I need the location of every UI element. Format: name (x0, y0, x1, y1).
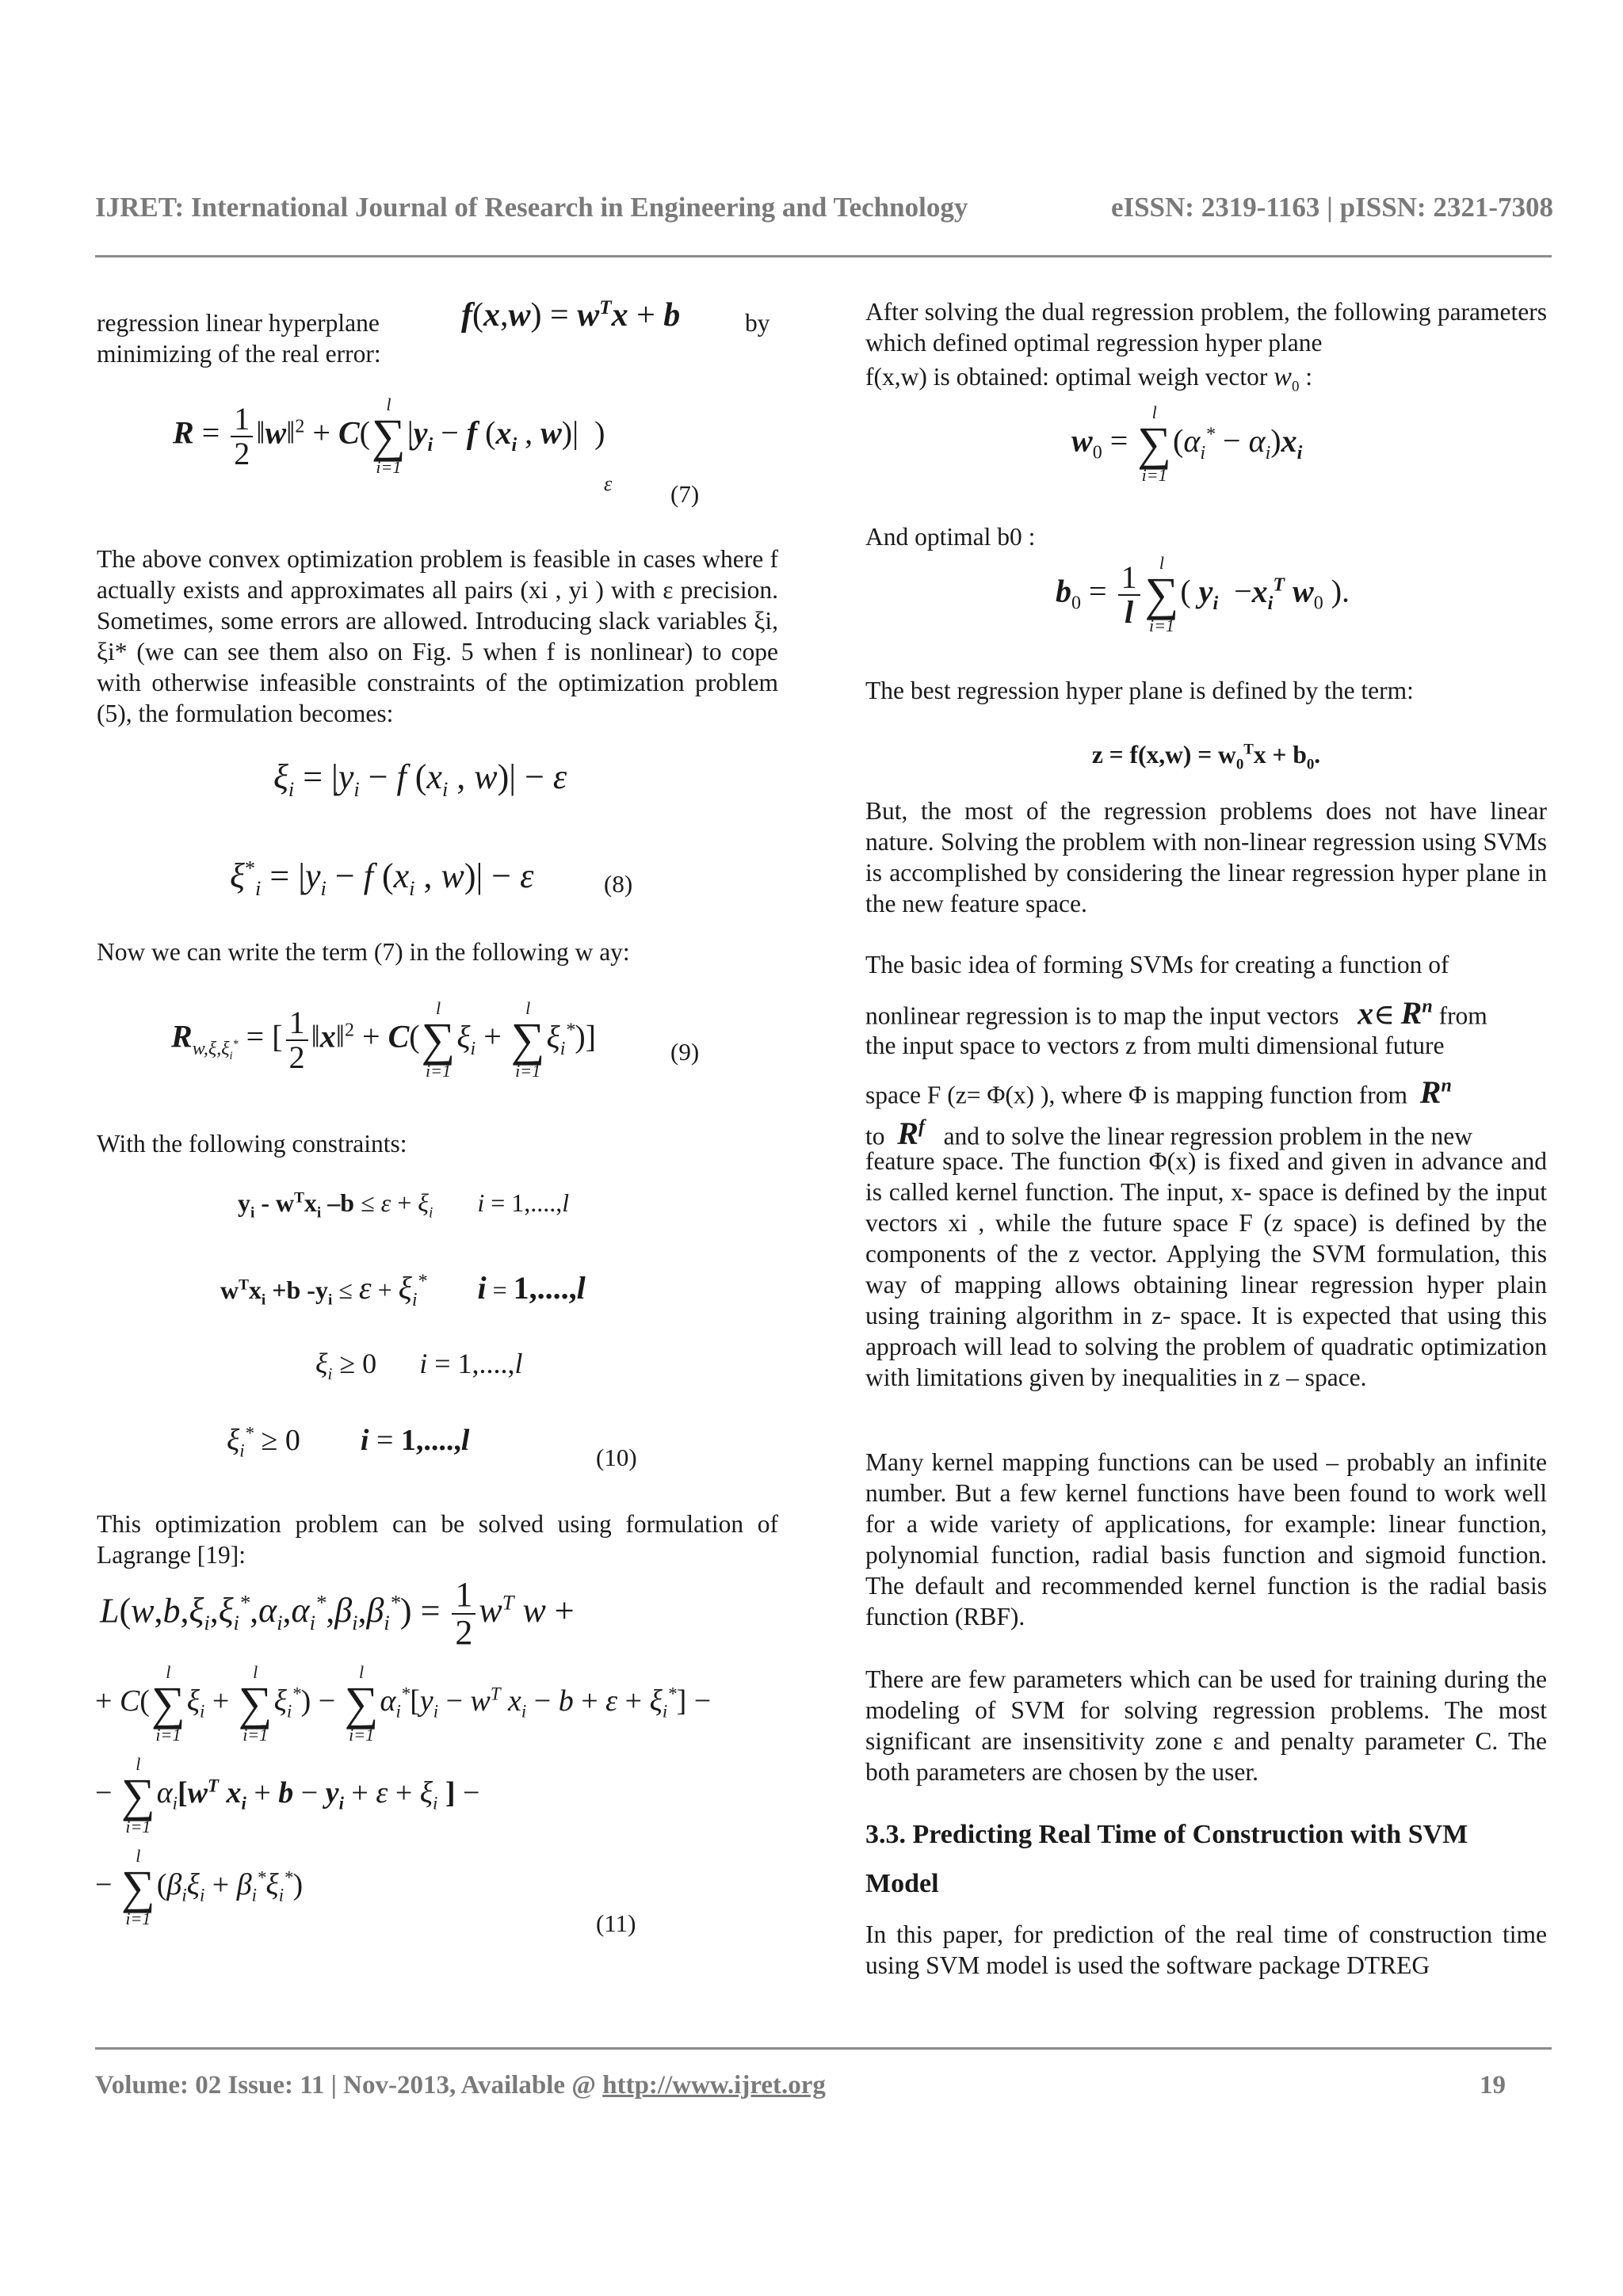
eq11-number: (11) (596, 1909, 636, 1937)
footer-rule (95, 2047, 1552, 2050)
right-p5b-line: nonlinear regression is to map the input vectors x∈ $R^n$ from (865, 995, 1487, 1032)
left-p5: This optimization problem can be solved using formulation of Lagrange [19]: (97, 1510, 778, 1569)
equation-8a: $\xi_i = |y_i - f$ ($x_i$ , w)| − ε (273, 757, 567, 801)
section-heading-line1: 3.3. Predicting Real Time of Construction with SVM (865, 1820, 1468, 1849)
left-p2: The above convex optimization problem is feasible in cases where f actually exists and approximates all pairs (xi , yi ) with ε precision. Sometimes, some errors are allowed. Introducing slack variables ξi, ξi* (we can see them also on Fig. 5 when f is nonlinear) to cope with otherwise infeasible constraints of the optimization problem (5), the formulation becomes: (97, 545, 778, 727)
equation-9: $R_{w,\xi,\xi_i^*}$ = [ $\frac{1}{2}$ ‖x‖$^2$ + C( l ∑ i=1 $\xi_i$ + l ∑ i=1 $\xi_i^*$)] (171, 998, 596, 1081)
eq9-number: (9) (670, 1038, 700, 1066)
equation-11-line3: − l ∑ i=1 $\alpha_i[w^T$ $x_i + b - y_i + \varepsilon + \xi_i$ ] − (95, 1754, 480, 1836)
right-p5g: and to solve the linear regression problem in the new (943, 1122, 1473, 1150)
section-heading (865, 1819, 1547, 1850)
constraint-4: $\xi_i^* \ge 0$ i = 1,....,l (227, 1423, 470, 1461)
eq8-number: (8) (604, 870, 633, 898)
right-p8: In this paper, for prediction of the real time of construction time using SVM model is used the software package DTREG (865, 1920, 1547, 1979)
right-p3: The best regression hyper plane is defined by the term: (865, 677, 1414, 704)
constraint-3: $\xi_i \ge 0$ i = 1,....,l (315, 1348, 523, 1384)
left-p3: Now we can write the term (7) in the following w ay: (97, 938, 630, 966)
equation-z: $z = f(x,w) = w_0^Tx + b_0$. (1091, 740, 1321, 772)
right-p5c: from (1438, 1001, 1487, 1030)
right-p5h: feature space. The function Φ(x) is fixed and given in advance and is called kernel function. The input, x- space is defined by the input vectors xi , while the future space F (z space) is defined by the components of the z vector. Applying the SVM formulation, this way of mapping allows obtaining linear regression hyper plain using training algorithm in z- space. It is expected that using this approach will lead to solving the problem of quadratic optimization with limitations given by inequalities in z – space. (865, 1147, 1547, 1391)
right-p2: And optimal b0 : (865, 523, 1036, 551)
constraint-1: $y_i - w^Tx_i$ $-b \le \varepsilon + \xi_i$ i = 1,....,l (238, 1188, 570, 1222)
right-p5e-line: space F (z= Φ(x) ), where Φ is mapping function from $R^n$ (865, 1074, 1452, 1111)
equation-11-line4: − l ∑ i=1 $(\beta_i\xi_i + \beta_i^*\xi_i^*)$ (95, 1846, 304, 1928)
eq7-number: (7) (670, 480, 700, 508)
right-p5a: The basic idea of forming SVMs for creating a function of (865, 951, 1449, 978)
right-p5f: to (865, 1122, 885, 1150)
left-p1c: minimizing of the real error: (97, 340, 381, 368)
right-p7: There are few parameters which can be used for training during the modeling of SVM for solving regression problems. The most significant are insensitivity zone ε and penalty parameter C. The both parameters are chosen by the user. (865, 1665, 1547, 1786)
issn-label: eISSN: 2319-1163 | pISSN: 2321-7308 (1110, 192, 1553, 223)
equation-11-line1: $L(w,b,\xi_i,\xi_i^*,\alpha_i,\alpha_i^*,\beta_i,\beta_i^*)$ = $\frac{1}{2}$ $w^T$ w + (100, 1575, 575, 1653)
right-p4: But, the most of the regression problems does not have linear nature. Solving the problem with non-linear regression using SVMs is accomplished by considering the linear regression hyper plane in the new feature space. (865, 797, 1547, 917)
right-p5b: nonlinear regression is to map the input vectors (865, 1001, 1339, 1030)
equation-7: R = $\frac{1}{2}$ ‖w‖$^2$ + C( l ∑ i=1 $|y_i - f$ ($x_i$ , w)| ) (173, 395, 605, 477)
right-p6: Many kernel mapping functions can be used – probably an infinite number. But a few kernel functions have been found to work well for a wide variety of applications, for example: linear function, polynomial function, radial basis function and sigmoid function. The default and recommended kernel function is the radial basis function (RBF). (865, 1448, 1547, 1630)
section-heading-line2: Model (865, 1869, 939, 1898)
left-p1-text-a: regression linear hyperplane (97, 309, 380, 337)
right-p5d: the input space to vectors z from multi dimensional future (865, 1032, 1445, 1059)
right-p5f-line: to $R^f$ and to solve the linear regression problem in the new (865, 1116, 1473, 1152)
left-p4: With the following constraints: (97, 1130, 407, 1158)
journal-title: IJRET: International Journal of Research in Engineering and Technology (95, 192, 968, 223)
footer-text: Volume: 02 Issue: 11 | Nov-2013, Available @ (95, 2071, 603, 2100)
header-rule (95, 255, 1552, 257)
right-p5e: space F (z= Φ(x) ), where Φ is mapping function from (865, 1081, 1408, 1109)
right-p1: After solving the dual regression problem, the following parameters which defined optimal regression hyper plane (865, 298, 1547, 357)
footer-link[interactable]: http://www.ijret.org (602, 2071, 826, 2100)
running-header (95, 192, 1553, 223)
equation-hyperplane: $f(x,w) = w^Tx + b$ (461, 297, 681, 334)
right-p1b-text: f(x,w) is obtained: optimal weigh vector (865, 363, 1268, 391)
equation-11-line2: + C( l ∑ i=1 $\xi_i$ + l ∑ i=1 $\xi_i^*$) − l ∑ i=1 $\alpha_i^*[y_i - w^T$ $x_i - b + \varepsilon + \xi_i^*$] − (95, 1662, 712, 1745)
right-p1b: f(x,w) is obtained: optimal weigh vector $w_0$ : (865, 362, 1313, 395)
eq10-number: (10) (596, 1444, 637, 1471)
page-footer (95, 2071, 1553, 2100)
left-p1-by: by (745, 309, 770, 337)
equation-8b: $\xi^*_i = |y_i - f$ ($x_i$ , w)| − ε (230, 856, 534, 900)
equation-w0: $w_0$ = l ∑ i=1 $(\alpha_i^* - \alpha_i)x_i$ (1071, 402, 1303, 485)
page-number: 19 (1480, 2071, 1506, 2100)
equation-b0: $b_0$ = $\frac{1}{l}$ l ∑ i=1 ( $y_i -x_i^T$ $w_0$ ). (1056, 553, 1350, 635)
eq7-epsilon: ε (604, 472, 613, 495)
constraint-2: $w^Tx_i +b$ $-y_i \le \varepsilon + \xi_i^*$ i = 1,....,l (220, 1270, 586, 1310)
